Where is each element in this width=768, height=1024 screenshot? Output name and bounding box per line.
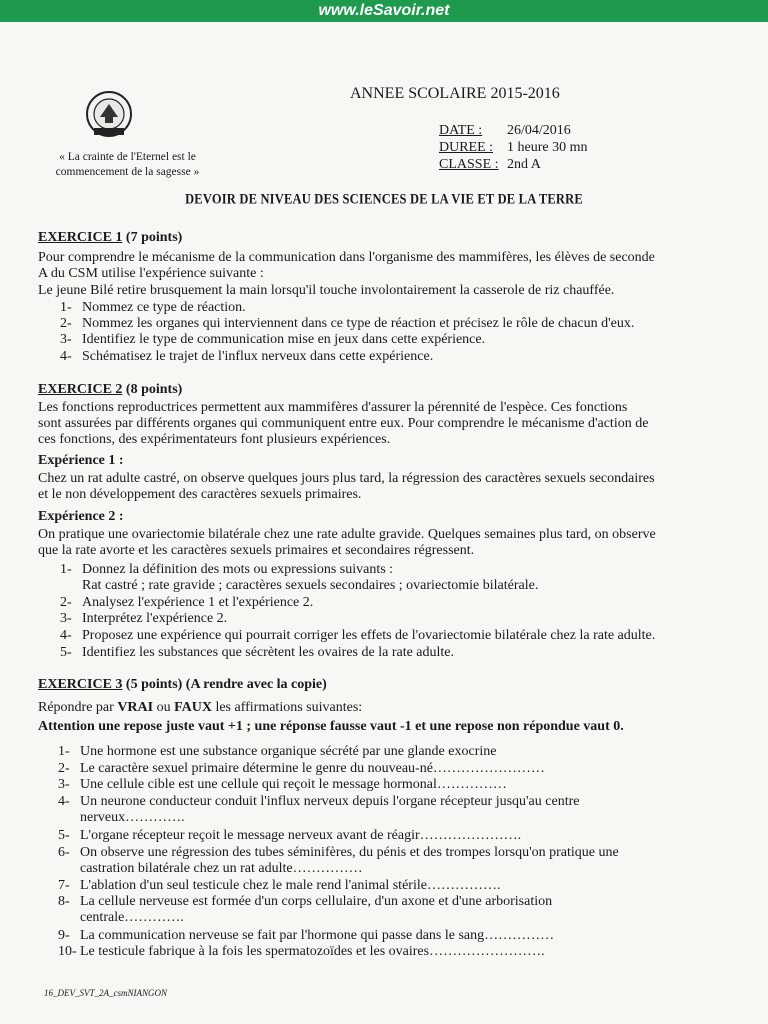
statement-number: 2-: [58, 761, 70, 776]
exercise-1-question: [60, 300, 246, 316]
date-value: 26/04/2016: [507, 123, 571, 138]
statement: [58, 845, 619, 861]
statement-text: nerveux………….: [80, 810, 185, 825]
statement: [58, 828, 521, 844]
question-number: 2-: [60, 316, 72, 331]
exercise-2-question: [60, 595, 313, 611]
statement-number: 10-: [58, 944, 77, 959]
class-row: [439, 156, 587, 173]
statement-number: 7-: [58, 878, 70, 893]
experience-1-title: Expérience 1 :: [38, 453, 124, 468]
school-year: ANNEE SCOLAIRE 2015-2016: [350, 85, 560, 102]
question-number: 4-: [60, 628, 72, 643]
statement-text: On observe une régression des tubes séminifères, du pénis et des trompes lorsqu'on pratique une: [80, 845, 619, 860]
question-text: Proposez une expérience qui pourrait corriger les effets de l'ovariectomie bilatérale chez la rate adulte.: [82, 628, 656, 643]
site-banner[interactable]: www.leSavoir.net: [0, 0, 768, 22]
statement-number: 3-: [58, 777, 70, 792]
duration-value: 1 heure 30 mn: [507, 140, 588, 155]
motto-line: commencement de la sagesse »: [55, 166, 200, 178]
statement-number: 1-: [58, 744, 70, 759]
instruction-true: VRAI: [117, 700, 154, 715]
statement: [58, 794, 579, 810]
exercise-1-intro: A du CSM utilise l'expérience suivante :: [38, 266, 264, 281]
exercise-1-question: [60, 332, 485, 348]
exercise-2-question-detail: Rat castré ; rate gravide ; caractères sexuels secondaires ; ovariectomie bilatérale.: [82, 578, 539, 593]
question-number: 3-: [60, 332, 72, 347]
statement-text: L'organe récepteur reçoit le message nerveux avant de réagir………………….: [80, 828, 522, 843]
exercise-2-intro: sont assurées par différents organes qui communiquent entre eux. Pour comprendre le mécanisme d'action de: [38, 416, 649, 431]
experience-2-text: On pratique une ovariectomie bilatérale chez une rate adulte gravide. Quelques semaines plus tard, on observe: [38, 527, 656, 542]
exercise-2-intro: Les fonctions reproductrices permettent aux mammifères d'assurer la pérennité de l'espèce. Ces fonctions: [38, 400, 628, 415]
exercise-2-question: [60, 645, 454, 661]
motto: [30, 150, 225, 180]
date-row: [439, 122, 587, 139]
statement: [58, 928, 554, 944]
document-title: DEVOIR DE NIVEAU DES SCIENCES DE LA VIE ET DE LA TERRE: [185, 190, 583, 207]
class-value: 2nd A: [507, 157, 541, 172]
statement-number: 5-: [58, 828, 70, 843]
scoring-warning: Attention une repose juste vaut +1 ; une réponse fausse vaut -1 et une repose non répondue vaut 0.: [38, 719, 624, 734]
exercise-1-label: EXERCICE 1: [38, 230, 123, 245]
statement-text: Le testicule fabrique à la fois les spermatozoïdes et les ovaires…………………….: [80, 944, 545, 959]
question-number: 1-: [60, 300, 72, 315]
statement-number: 4-: [58, 794, 70, 809]
exercise-1-question: [60, 349, 433, 365]
duration-row: [439, 139, 587, 156]
document-footer: 16_DEV_SVT_2A_csmNIANGON: [44, 988, 167, 998]
instruction-false: FAUX: [174, 700, 212, 715]
exercise-1-heading: [38, 230, 182, 246]
statement: [58, 761, 545, 777]
experience-1-text: Chez un rat adulte castré, on observe quelques jours plus tard, la régression des caractères sexuels secondaires: [38, 471, 655, 486]
exercise-2-intro: ces fonctions, des expérimentateurs font plusieurs expériences.: [38, 432, 391, 447]
statement-continued: [58, 910, 184, 926]
question-number: 1-: [60, 562, 72, 577]
instruction-text: les affirmations suivantes:: [211, 700, 363, 715]
duration-label: DUREE :: [439, 140, 494, 155]
statement-text: La communication nerveuse se fait par l'hormone qui passe dans le sang……………: [80, 928, 555, 943]
question-text: Identifiez les substances que sécrètent les ovaires de la rate adulte.: [82, 645, 455, 660]
question-text: Identifiez le type de communication mise en jeux dans cette expérience.: [82, 332, 486, 347]
question-number: 2-: [60, 595, 72, 610]
statement-text: Une hormone est une substance organique sécrété par une glande exocrine: [80, 744, 497, 759]
statement-continued: [58, 810, 185, 826]
question-number: 3-: [60, 611, 72, 626]
exam-info: [439, 122, 587, 173]
exercise-2-question: [60, 611, 227, 627]
experience-1-text: et le non développement des caractères sexuels primaires.: [38, 487, 362, 502]
exercise-3-instruction: [38, 700, 362, 716]
motto-line: « La crainte de l'Eternel est le: [59, 151, 196, 163]
statement-text: Un neurone conducteur conduit l'influx nerveux depuis l'organe récepteur jusqu'au centre: [80, 794, 580, 809]
school-logo: [78, 84, 140, 142]
exercise-2-question: [60, 562, 393, 578]
statement-continued: [58, 861, 363, 877]
statement-number: 6-: [58, 845, 70, 860]
experience-2-text: que la rate avorte et les caractères sexuels primaires et secondaires régressent.: [38, 543, 475, 558]
exercise-3-heading: [38, 677, 327, 693]
exercise-1-question: [60, 316, 634, 332]
exercise-3-points: (5 points) (A rendre avec la copie): [122, 677, 327, 692]
exercise-2-heading: [38, 382, 182, 398]
statement: [58, 744, 496, 760]
question-text: Analysez l'expérience 1 et l'expérience 2.: [82, 595, 314, 610]
question-text: Interprétez l'expérience 2.: [82, 611, 228, 626]
exercise-2-points: (8 points): [122, 382, 183, 397]
statement-text: L'ablation d'un seul testicule chez le male rend l'animal stérile…………….: [80, 878, 501, 893]
question-number: 5-: [60, 645, 72, 660]
statement: [58, 894, 552, 910]
question-text: Schématisez le trajet de l'influx nerveux dans cette expérience.: [82, 349, 434, 364]
instruction-text: Répondre par: [38, 700, 118, 715]
statement: [58, 777, 507, 793]
statement: [58, 878, 500, 894]
class-label: CLASSE :: [439, 157, 499, 172]
exercise-1-intro: Pour comprendre le mécanisme de la communication dans l'organisme des mammifères, les élèves de seconde: [38, 250, 655, 265]
statement-text: Une cellule cible est une cellule qui reçoit le message hormonal……………: [80, 777, 507, 792]
instruction-text: ou: [153, 700, 175, 715]
statement-text: Le caractère sexuel primaire détermine le genre du nouveau-né……………………: [80, 761, 545, 776]
exercise-2-question: [60, 628, 655, 644]
statement-number: 8-: [58, 894, 70, 909]
exercise-2-label: EXERCICE 2: [38, 382, 123, 397]
question-text: Nommez les organes qui interviennent dans ce type de réaction et précisez le rôle de chacun d'eux.: [82, 316, 635, 331]
statement-number: 9-: [58, 928, 70, 943]
date-label: DATE :: [439, 123, 483, 138]
statement-text: centrale………….: [80, 910, 184, 925]
question-text: Donnez la définition des mots ou expressions suivants :: [82, 562, 394, 577]
exercise-3-label: EXERCICE 3: [38, 677, 123, 692]
exercise-1-intro: Le jeune Bilé retire brusquement la main lorsqu'il touche involontairement la casserole de riz chauffée.: [38, 283, 615, 298]
statement-text: castration bilatérale chez un rat adulte……………: [80, 861, 363, 876]
question-number: 4-: [60, 349, 72, 364]
statement-text: La cellule nerveuse est formée d'un corps cellulaire, d'un axone et d'une arborisation: [80, 894, 553, 909]
experience-2-title: Expérience 2 :: [38, 509, 124, 524]
question-text: Nommez ce type de réaction.: [82, 300, 246, 315]
statement: [58, 944, 545, 960]
exercise-1-points: (7 points): [122, 230, 183, 245]
